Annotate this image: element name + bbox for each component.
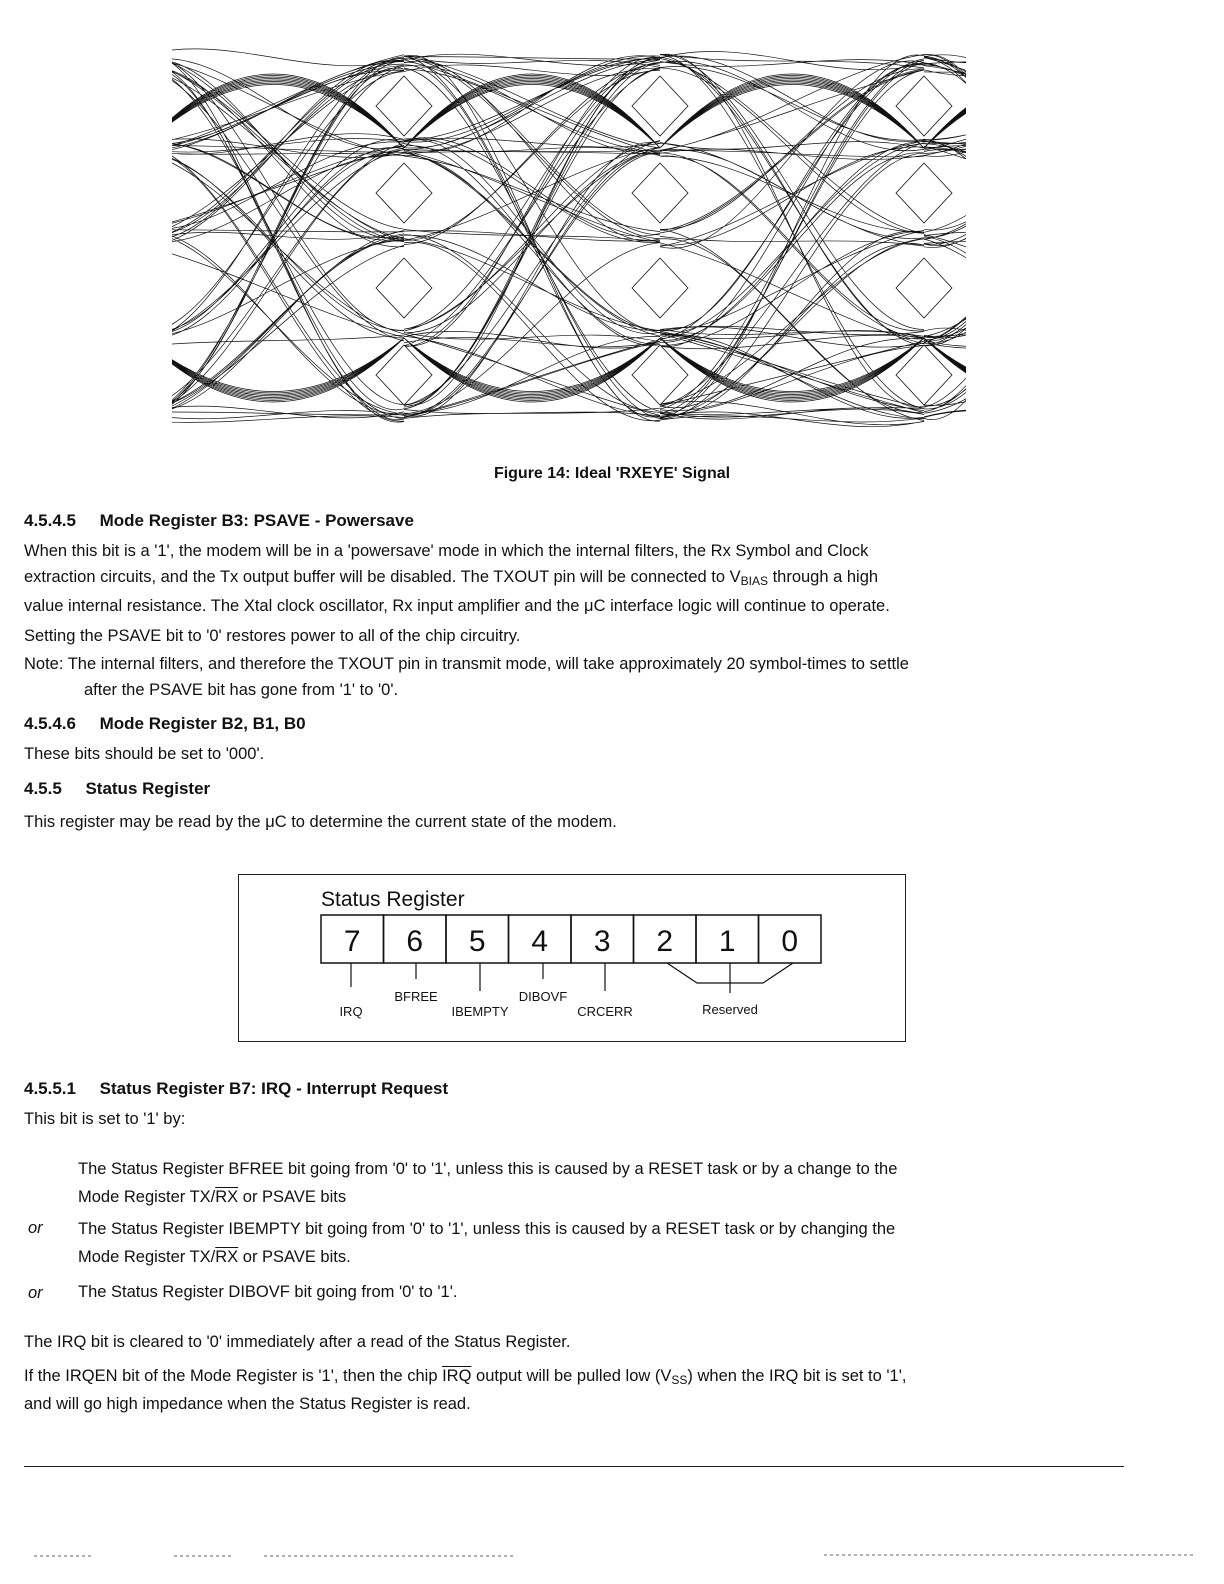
- eye-opening: [376, 258, 432, 318]
- list-item: [78, 1156, 1128, 1210]
- bit-number: 0: [781, 925, 799, 958]
- status-intro-paragraph: This register may be read by the μC to determine the current state of the modem.: [24, 813, 617, 831]
- or-label: or: [28, 1219, 43, 1237]
- section-number: 4.5.4.5: [24, 511, 76, 530]
- eye-opening: [376, 163, 432, 223]
- label-irq: IRQ: [339, 1004, 363, 1019]
- section-number: 4.5.4.6: [24, 714, 76, 733]
- list-item: The Status Register DIBOVF bit going from '0' to '1'.: [78, 1283, 458, 1301]
- eye-opening: [632, 258, 688, 318]
- powersave-paragraph: [24, 538, 1134, 619]
- section-number: 4.5.5.1: [24, 1079, 76, 1098]
- status-register-diagram: [238, 874, 906, 1042]
- text-line: When this bit is a '1', the modem will be in a 'powersave' mode in which the internal filters, the Rx Symbol and Clock: [24, 542, 869, 560]
- footer-rule: [24, 1466, 1124, 1467]
- label-crcerr: CRCERR: [577, 1004, 633, 1019]
- section-title: Status Register: [85, 779, 211, 798]
- bits-paragraph: These bits should be set to '000'.: [24, 745, 265, 763]
- section-title: Status Register B7: IRQ - Interrupt Request: [99, 1079, 449, 1098]
- bit-number: 4: [531, 925, 549, 958]
- section-heading-4-5-4-6: [24, 714, 306, 734]
- eye-opening: [896, 258, 952, 318]
- section-title: Mode Register B2, B1, B0: [99, 714, 306, 733]
- text-line: after the PSAVE bit has gone from '1' to '0'.: [84, 681, 399, 699]
- or-label: or: [28, 1284, 43, 1302]
- register-title: Status Register: [321, 888, 465, 911]
- eye-trace-bundle: [172, 49, 966, 427]
- section-heading-4-5-5-1: [24, 1079, 448, 1099]
- irq-cleared-paragraph: The IRQ bit is cleared to '0' immediately after a read of the Status Register.: [24, 1333, 571, 1351]
- irqen-paragraph: [24, 1363, 1144, 1417]
- label-ibempty: IBEMPTY: [451, 1004, 509, 1019]
- bit-number: 3: [593, 925, 611, 958]
- text-line: value internal resistance. The Xtal clock oscillator, Rx input amplifier and the μC interface logic will continue to operate.: [24, 597, 890, 615]
- list-item: [78, 1216, 1128, 1270]
- note-paragraph: [24, 651, 1144, 703]
- bit-number: 2: [656, 925, 674, 958]
- text-line: and will go high impedance when the Status Register is read.: [24, 1395, 471, 1413]
- bit-number: 1: [718, 925, 736, 958]
- text-line: The Status Register IBEMPTY bit going from '0' to '1', unless this is caused by a RESET task or by changing the: [78, 1220, 896, 1238]
- text-line: extraction circuits, and the Tx output buffer will be disabled. The TXOUT pin will be connected to $V_{BIAS}$ through a high: [24, 568, 879, 588]
- figure-caption: Figure 14: Ideal 'RXEYE' Signal: [493, 465, 731, 482]
- psave-restore-paragraph: Setting the PSAVE bit to '0' restores power to all of the chip circuitry.: [24, 627, 521, 645]
- scan-footer-marks: [24, 1552, 1200, 1560]
- bit-number: 6: [406, 925, 424, 958]
- label-reserved: Reserved: [702, 1002, 758, 1017]
- text-line: The Status Register BFREE bit going from '0' to '1', unless this is caused by a RESET task or by a change to the: [78, 1160, 898, 1178]
- section-number: 4.5.5: [24, 779, 62, 798]
- text-line: Mode Register $TX/\overline{RX}$ or PSAVE bits.: [78, 1248, 351, 1266]
- eye-opening: [896, 163, 952, 223]
- eye-opening: [632, 163, 688, 223]
- section-heading-4-5-4-5: [24, 511, 414, 531]
- status-register-drawing: [239, 875, 905, 1041]
- section-title: Mode Register B3: PSAVE - Powersave: [99, 511, 414, 530]
- label-bfree: BFREE: [394, 989, 438, 1004]
- rxeye-eye-diagram: [172, 38, 966, 428]
- text-line: If the IRQEN bit of the Mode Register is '1', then the chip $\overline{IRQ}$ output will be pulled low $(V_{SS})$ when the IRQ bit is set to '1',: [24, 1367, 907, 1387]
- text-line: Note: The internal filters, and therefore the TXOUT pin in transmit mode, will take approximately 20 symbol-times to settle: [24, 655, 909, 673]
- irq-set-intro: This bit is set to '1' by:: [24, 1110, 186, 1128]
- bit-number: 5: [468, 925, 486, 958]
- text-line: Mode Register $TX/\overline{RX}$ or PSAVE bits: [78, 1188, 347, 1206]
- label-dibovf: DIBOVF: [518, 989, 568, 1004]
- bit-number: 7: [343, 925, 361, 958]
- section-heading-4-5-5: [24, 779, 210, 799]
